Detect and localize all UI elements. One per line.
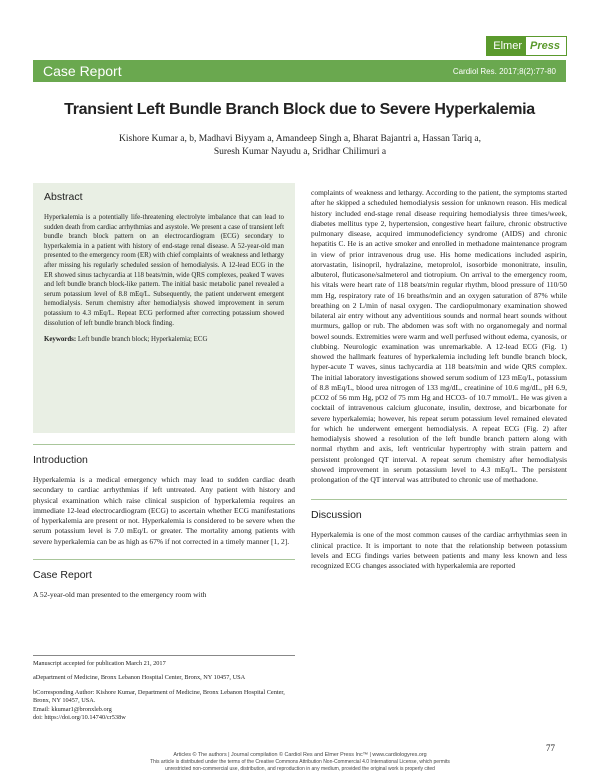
- introduction-text: Hyperkalemia is a medical emergency which may lead to sudden cardiac death secondary to cardiac arrhythmias if left untreated. Any patient with history and physical examination which raise clinical suspicion of hyperkalemia requires an immediate 12-lead electrocardiogram (ECG) to ascertain whether ECG manifestations of hyperkalemia are present or not. Hyperkalemia is considered to be severe when the serum potassium level is 7.0 mEq/L or greater. The mortality among patients with severe hyperkalemia can be as high as 67% if not corrected in a timely manner [1, 2].: [33, 475, 295, 546]
- publisher-name-part2: Press: [526, 37, 566, 55]
- affiliation-a: aDepartment of Medicine, Bronx Lebanon Hospital Center, Bronx, NY 10457, USA: [33, 674, 246, 682]
- article-type: Case Report: [43, 63, 122, 79]
- discussion-heading: Discussion: [311, 499, 567, 530]
- author-list: [70, 133, 530, 159]
- right-column: [311, 188, 567, 571]
- page-footer: [0, 752, 600, 773]
- publisher-logo: [486, 36, 567, 56]
- article-type-banner: [33, 60, 566, 82]
- abstract-box: [33, 183, 295, 433]
- author-line-1: Kishore Kumar a, b, Madhavi Biyyam a, Amandeep Singh a, Bharat Bajantri a, Hassan Tariq a,: [119, 134, 481, 144]
- case-report-text-cont: complaints of weakness and lethargy. According to the patient, the symptoms started after he skipped a scheduled hemodialysis session for unknown reason. His medical history included end-stage renal disease requiring hemodialysis three times/week, diabetes mellitus type 2, hypertension, congestive heart failure, chronic obstructive pulmonary disease, acquired immunodeficiency syndrome (AIDS) and chronic hepatitis C. He is an active smoker and enrolled in methadone maintenance program in view of prior intravenous drug use. His home medications included aspirin, atorvastatin, lisinopril, hydralazine, metoprolol, isosorbide mononitrate, insulin, albuterol, fluticasone/salmeterol and tiotropium. On arrival to the emergency room, his vitals were heart rate of 118 beats/min regular rhythm, blood pressure of 110/50 mm Hg, respiratory rate of 16 breaths/min and an oxygen saturation of 87% while breathing on 2 L/min of nasal oxygen. The cardiopulmonary examination showed bilateral air entry without any adventitious sounds and normal heart sounds without murmurs, gallop or rub. The abdomen was soft with no organomegaly and normal bowel sounds. Extremities were warm and well perfused without edema, cyanosis, or clubbing. Neurologic examination was unremarkable. A 12-lead ECG (Fig. 1) showed the hallmark features of hyperkalemia including left bundle branch block, hyper-acute T waves, sinus tachycardia at 118 beats/min and wide QRS complex. The initial laboratory investigations showed serum sodium of 123 mEq/L, potassium of 8.8 mEq/L, blood urea nitrogen of 133 mg/dL, creatinine of 10.6 mg/dL, pH 6.9, pCO2 of 56 mm Hg, pO2 of 75 mm Hg and HCO3- of 10.7 mmol/L. He was given a cocktail of intravenous calcium gluconate, insulin, dextrose, and bicarbonate for severe hyperkalemia; however, his repeat serum potassium level remained elevated for which he underwent emergent hemodialysis. A repeat ECG (Fig. 2) after hemodialysis showed a resolution of the left bundle branch pattern along with normal rhythm and axis, left ventricular hypertrophy with strain pattern and persistent prolonged QT interval. A repeat serum chemistry after hemodialysis showed improvement in serum potassium level to 4.3 mEq/L. The persistent prolongation of the QT interval was attributed to chronic use of methadone.: [311, 188, 567, 484]
- keywords-list: Left bundle branch block; Hyperkalemia; ECG: [77, 336, 208, 344]
- accepted-date: Manuscript accepted for publication March 21, 2017: [33, 660, 166, 667]
- author-email: Email: kkumar1@bronxleb.org: [33, 705, 112, 713]
- footer-copyright: Articles © The authors | Journal compilation © Cardiol Res and Elmer Press Inc™ | www.cardiologyres.org: [173, 752, 427, 758]
- case-report-heading: Case Report: [33, 559, 295, 590]
- footnotes: [33, 655, 295, 722]
- introduction-heading: Introduction: [33, 444, 295, 475]
- journal-citation: Cardiol Res. 2017;8(2):77-80: [452, 66, 556, 76]
- discussion-text: Hyperkalemia is one of the most common causes of the cardiac arrhythmias seen in clinical practice. It is important to note that the relationship between potassium levels and ECG findings varies between patients and many less known and less recognized ECG changes associated with hyperkalemia are reported: [311, 530, 567, 570]
- keywords: [44, 335, 284, 345]
- page-number: 77: [546, 743, 555, 753]
- publisher-name-part1: Elmer: [487, 37, 526, 55]
- keywords-label: Keywords:: [44, 336, 77, 344]
- abstract-text: Hyperkalemia is a potentially life-threatening electrolyte imbalance that can lead to sudden death from cardiac arrhythmias and asystole. We present a case of transient left bundle branch block pattern on an electrocardiogram (ECG) secondary to hyperkalemia in a patient with history of end-stage renal disease. A 52-year-old man presented to the emergency room (ER) with chief complaints of weakness and lethargy after missing his regularly scheduled session of hemodialysis. A 12-lead ECG in the ER showed sinus tachycardia at 118 beats/min, wide QRS complexes, peaked T waves and left bundle branch block-like pattern. The initial basic metabolic panel revealed a serum potassium level of 8.8 mEq/L. Subsequently, the patient underwent emergent hemodialysis. Serum chemistry after hemodialysis showed improvement in serum potassium to 4.3 mEq/L. Repeat ECG performed after correcting potassium showed dissolution of left bundle branch block finding.: [44, 214, 284, 327]
- footer-license-1: This article is distributed under the terms of the Creative Commons Attribution Non-Commercial 4.0 International License, which permits: [150, 759, 450, 765]
- article-title: Transient Left Bundle Branch Block due to Severe Hyperkalemia: [64, 101, 535, 118]
- author-line-2: Suresh Kumar Nayudu a, Sridhar Chilimuri a: [213, 147, 387, 157]
- abstract-heading: Abstract: [44, 191, 83, 203]
- left-column: [33, 444, 295, 600]
- case-report-text-start: A 52-year-old man presented to the emergency room with: [33, 589, 207, 599]
- footer-license-2: unrestricted non-commercial use, distribution, and reproduction in any medium, provided the original work is properly cited: [165, 766, 435, 772]
- affiliation-b: bCorresponding Author: Kishore Kumar, Department of Medicine, Bronx Lebanon Hospital Center, Bronx, NY 10457, USA.: [33, 688, 285, 705]
- doi-link[interactable]: doi: https://doi.org/10.14740/cr538w: [33, 714, 126, 722]
